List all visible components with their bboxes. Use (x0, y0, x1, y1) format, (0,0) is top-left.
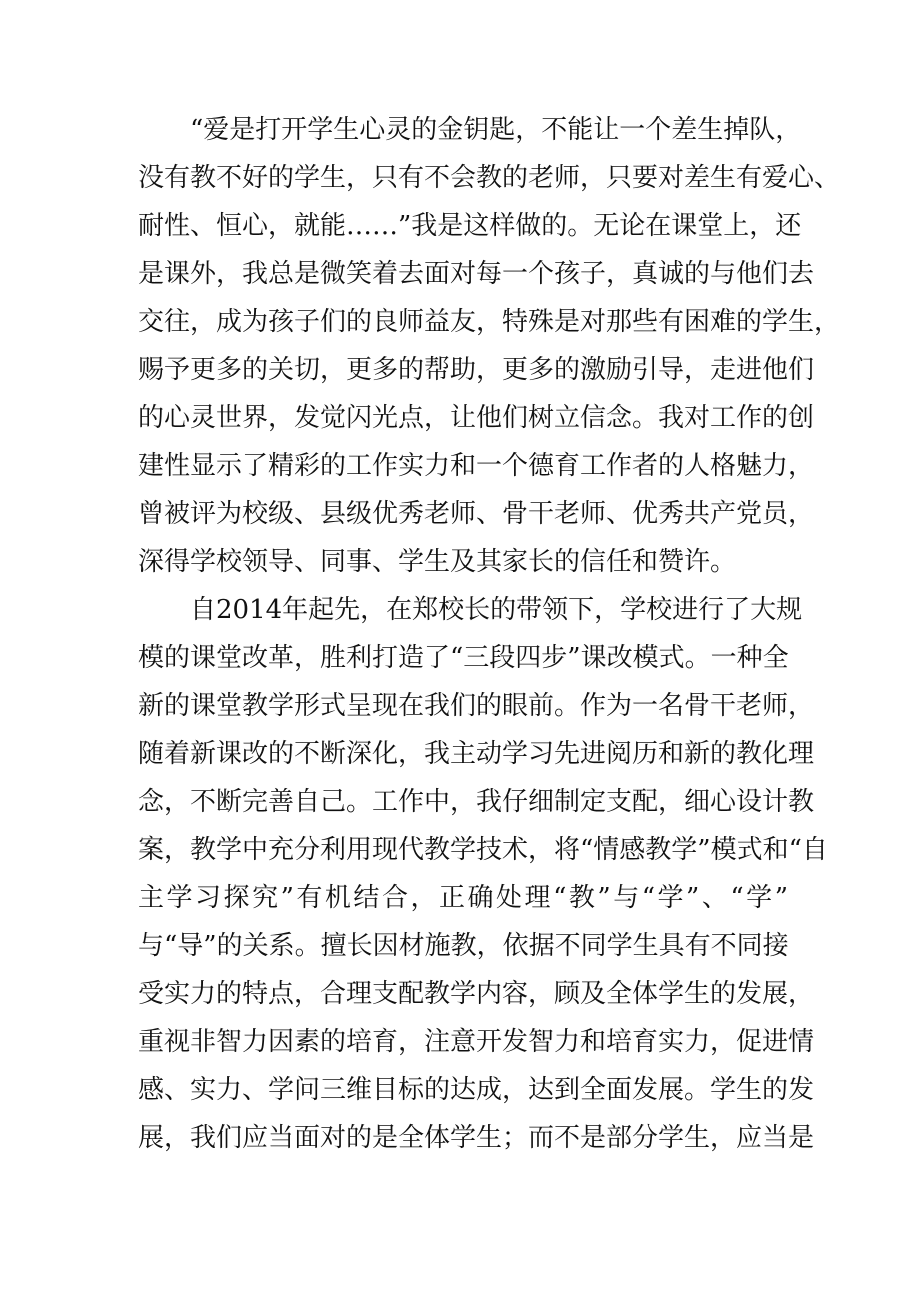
paragraph-line: 展，我们应当面对的是全体学生；而不是部分学生，应当是 (138, 1123, 815, 1153)
paragraph-line: 深得学校领导、同事、学生及其家长的信任和赞许。 (138, 547, 737, 577)
paragraph-line: 建性显示了精彩的工作实力和一个德育工作者的人格魅力， (138, 451, 815, 481)
paragraph-line: 重视非智力因素的培育，注意开发智力和培育实力，促进情 (138, 1027, 815, 1057)
paragraph-line: “爱是打开学生心灵的金钥匙，不能让一个差生掉队， (190, 115, 802, 145)
paragraph-line: 案，教学中充分利用现代教学技术，将“情感教学”模式和“自 (138, 835, 828, 865)
paragraph-line: 没有教不好的学生，只有不会教的老师，只要对差生有爱心、 (138, 163, 841, 193)
paragraph-line: 模的课堂改革，胜利打造了“三段四步”课改模式。一种全 (138, 643, 789, 673)
paragraph-2 (138, 586, 828, 1162)
paragraph-line: 耐性、恒心，就能……”我是这样做的。无论在课堂上，还 (138, 211, 802, 241)
paragraph-line: 感、实力、学问三维目标的达成，达到全面发展。学生的发 (138, 1075, 815, 1105)
paragraph-1 (138, 106, 841, 586)
paragraph-line: 随着新课改的不断深化，我主动学习先进阅历和新的教化理 (138, 739, 815, 769)
paragraph-line: 的心灵世界，发觉闪光点，让他们树立信念。我对工作的创 (138, 403, 815, 433)
paragraph-line: 赐予更多的关切，更多的帮助，更多的激励引导，走进他们 (138, 355, 815, 385)
paragraph-line: 交往，成为孩子们的良师益友，特殊是对那些有困难的学生， (138, 307, 841, 337)
paragraph-line: 自2014年起先，在郑校长的带领下，学校进行了大规 (190, 595, 803, 625)
paragraph-line: 与“导”的关系。擅长因材施教，依据不同学生具有不同接 (138, 931, 789, 961)
paragraph-line: 是课外，我总是微笑着去面对每一个孩子，真诚的与他们去 (138, 259, 815, 289)
paragraph-line: 念，不断完善自己。工作中，我仔细制定支配，细心设计教 (138, 787, 815, 817)
paragraph-line: 新的课堂教学形式呈现在我们的眼前。作为一名骨干老师， (138, 691, 815, 721)
paragraph-line: 曾被评为校级、县级优秀老师、骨干老师、优秀共产党员， (138, 499, 815, 529)
paragraph-line: 主学习探究”有机结合，正确处理“教”与“学”、“学” (138, 883, 788, 913)
paragraph-line: 受实力的特点，合理支配教学内容，顾及全体学生的发展， (138, 979, 815, 1009)
